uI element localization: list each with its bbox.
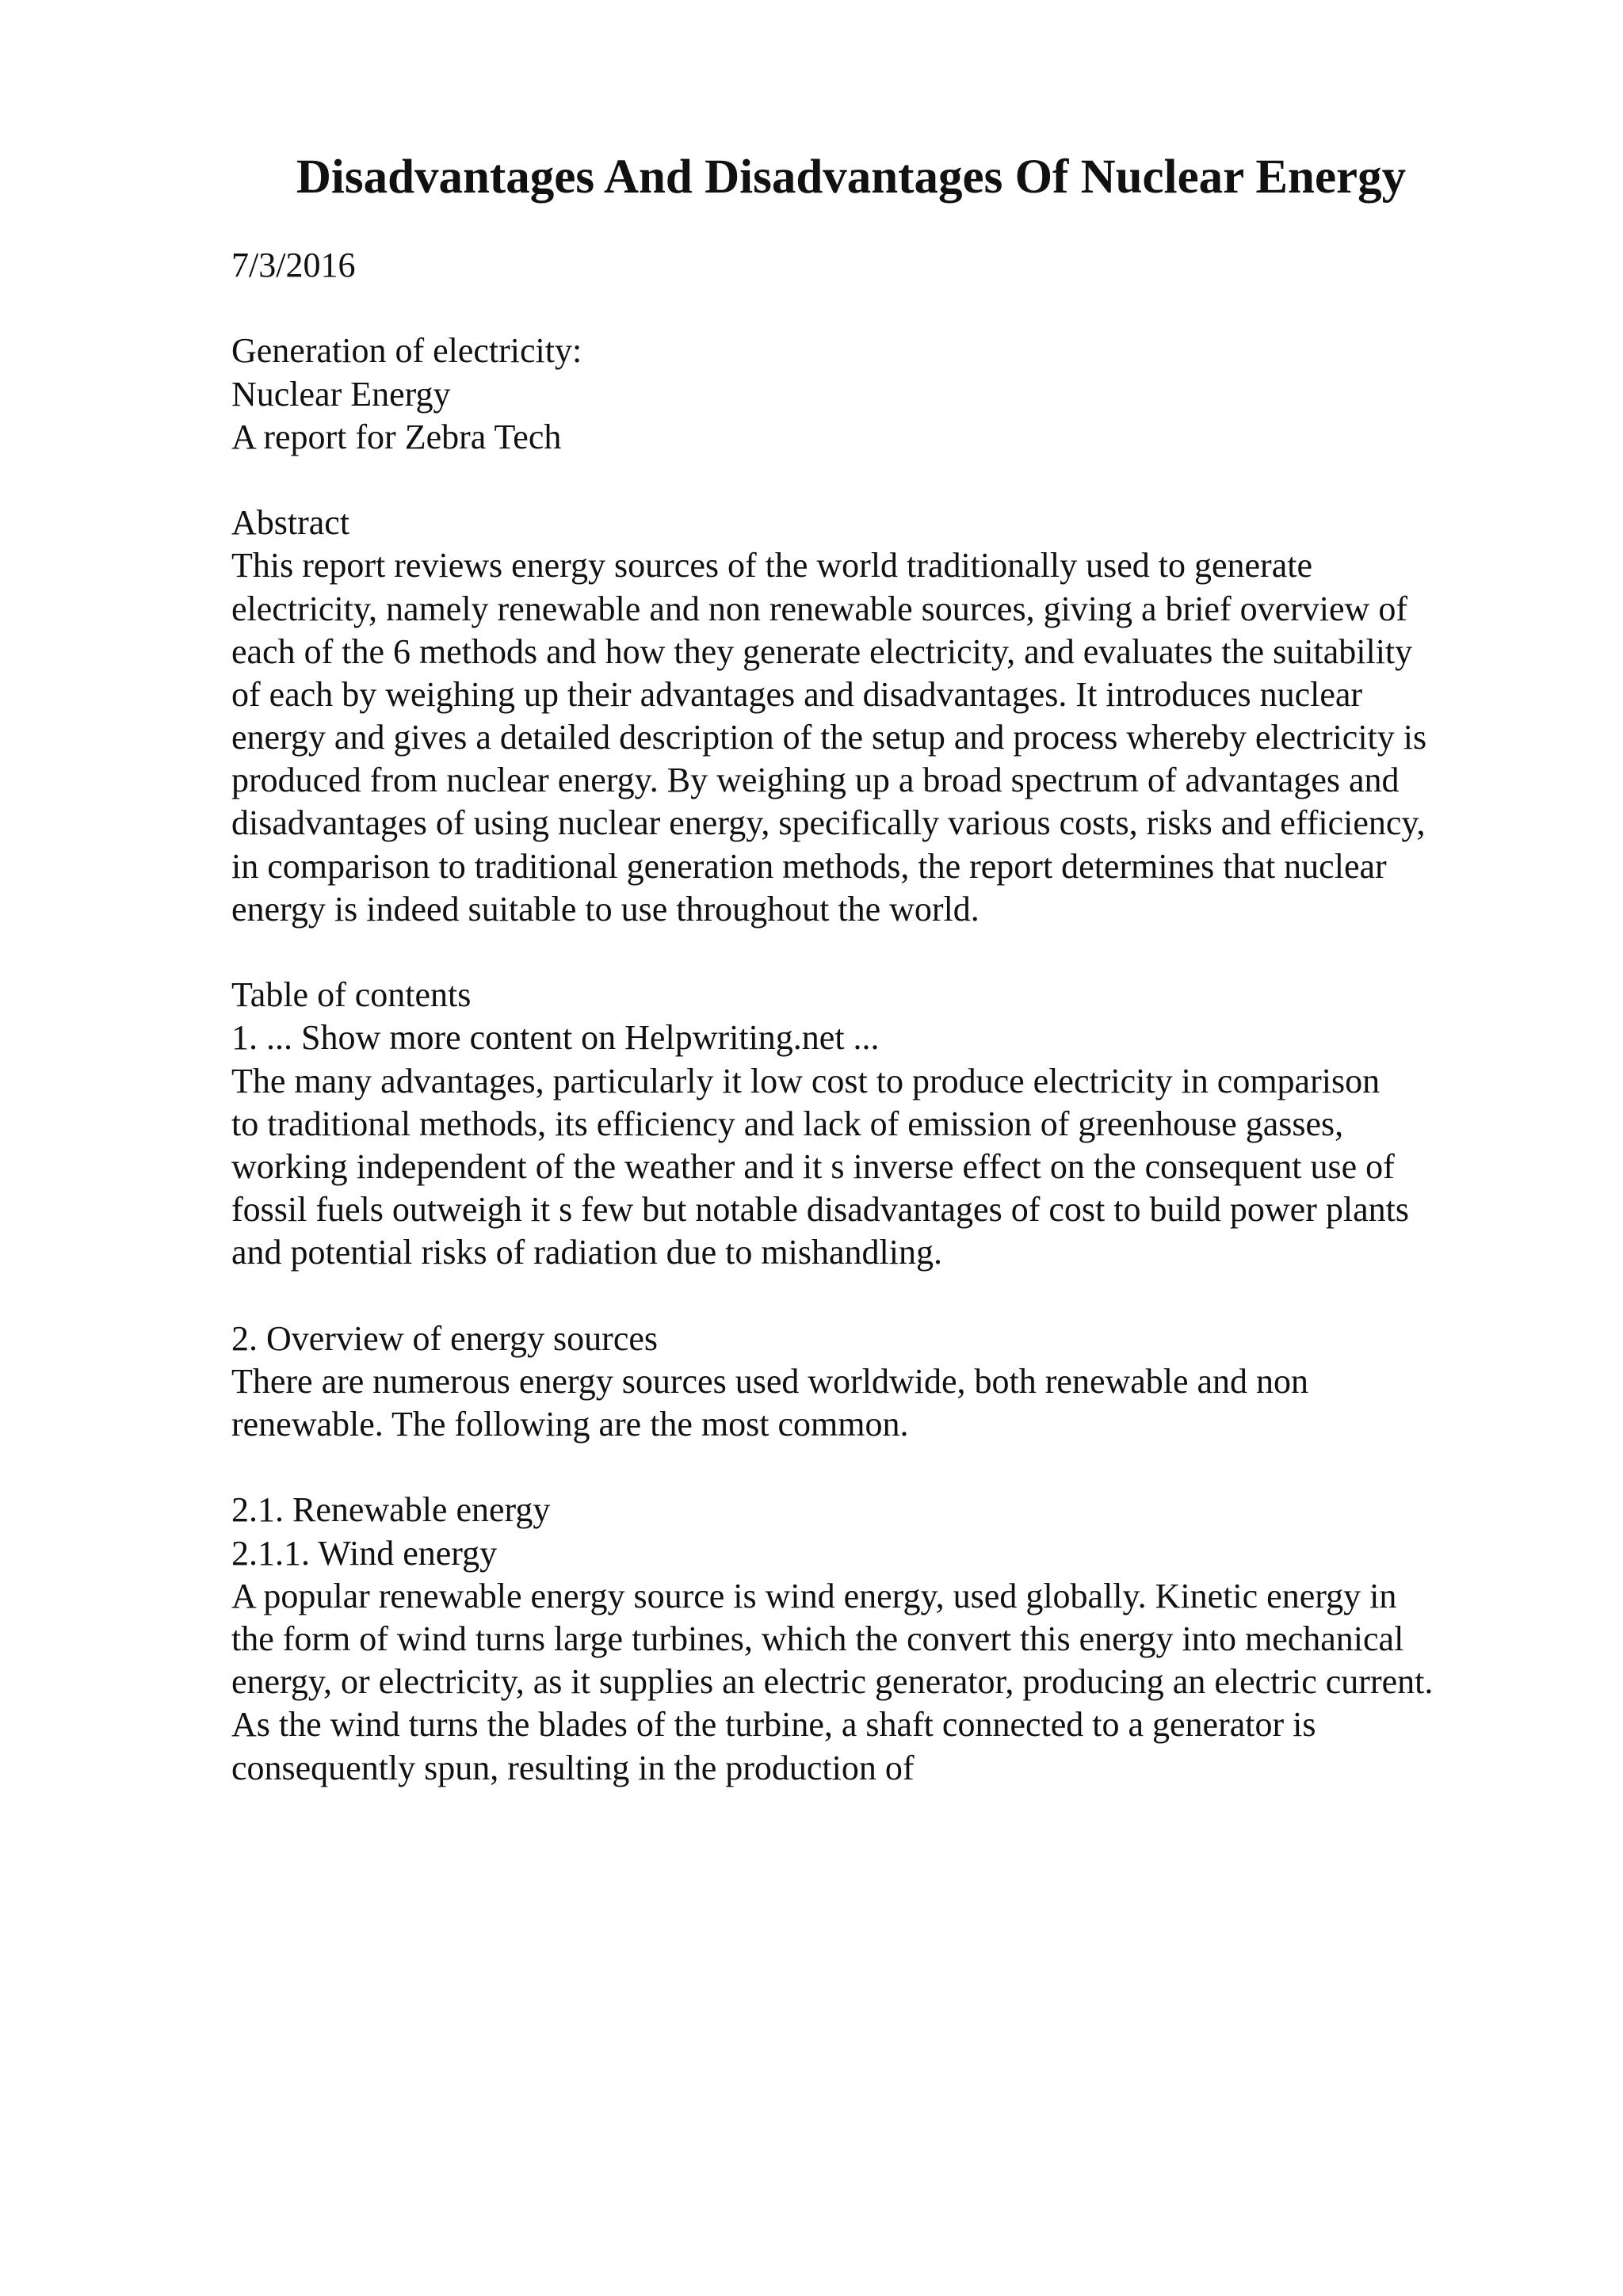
abstract-heading: Abstract: [231, 503, 350, 543]
header-line: Nuclear Energy: [231, 374, 451, 414]
abstract-line: in comparison to traditional generation methods, the report determines that nuclear: [231, 846, 1387, 886]
overview-line: There are numerous energy sources used worldwide, both renewable and non: [231, 1361, 1309, 1401]
abstract-line: energy is indeed suitable to use throughout the world.: [231, 889, 980, 929]
abstract-line: produced from nuclear energy. By weighing up a broad spectrum of advantages and: [231, 761, 1400, 800]
abstract-line: This report reviews energy sources of the world traditionally used to generate: [231, 546, 1312, 585]
toc-line: working independent of the weather and it s inverse effect on the consequent use of: [231, 1146, 1395, 1186]
renewable-line: energy, or electricity, as it supplies an electric generator, producing an electric current.: [231, 1662, 1434, 1702]
renewable-heading: 2.1. Renewable energy: [231, 1490, 551, 1530]
abstract-line: disadvantages of using nuclear energy, specifically various costs, risks and efficiency,: [231, 803, 1426, 843]
overview-section: [231, 1318, 1547, 1447]
document-body: [231, 244, 1547, 1790]
toc-line: fossil fuels outweigh it s few but notable disadvantages of cost to build power plants: [231, 1190, 1409, 1230]
renewable-line: A popular renewable energy source is wind energy, used globally. Kinetic energy in: [231, 1576, 1397, 1615]
abstract-line: energy and gives a detailed description of the setup and process whereby electricity is: [231, 718, 1427, 757]
overview-line: renewable. The following are the most common.: [231, 1405, 909, 1444]
toc-section: [231, 974, 1547, 1274]
overview-heading: 2. Overview of energy sources: [231, 1318, 659, 1358]
toc-line: to traditional methods, its efficiency and lack of emission of greenhouse gasses,: [231, 1104, 1344, 1143]
spacer: [231, 459, 1547, 502]
abstract-section: [231, 502, 1547, 931]
spacer: [231, 287, 1547, 330]
renewable-line: the form of wind turns large turbines, which the convert this energy into mechanical: [231, 1619, 1404, 1658]
header-line: A report for Zebra Tech: [231, 417, 562, 456]
abstract-line: electricity, namely renewable and non renewable sources, giving a brief overview of: [231, 589, 1407, 628]
show-more-link[interactable]: 1. ... Show more content on Helpwriting.net ...: [231, 1018, 880, 1058]
spacer: [231, 1446, 1547, 1489]
renewable-section: [231, 1489, 1547, 1789]
abstract-line: each of the 6 methods and how they generate electricity, and evaluates the suitability: [231, 631, 1413, 671]
document-date: 7/3/2016: [231, 246, 356, 284]
toc-line: and potential risks of radiation due to mishandling.: [231, 1233, 942, 1272]
abstract-line: of each by weighing up their advantages and disadvantages. It introduces nuclear: [231, 674, 1363, 714]
toc-heading: Table of contents: [231, 975, 472, 1015]
header-line: Generation of electricity:: [231, 331, 582, 371]
renewable-line: As the wind turns the blades of the turbine, a shaft connected to a generator is: [231, 1705, 1316, 1745]
document-title: Disadvantages And Disadvantages Of Nuclear Energy: [296, 151, 1407, 204]
wind-energy-subheading: 2.1.1. Wind energy: [231, 1533, 498, 1573]
renewable-line: consequently spun, resulting in the production of: [231, 1748, 915, 1787]
report-header: [231, 330, 1547, 459]
toc-line: The many advantages, particularly it low cost to produce electricity in comparison: [231, 1061, 1381, 1100]
spacer: [231, 931, 1547, 974]
spacer: [231, 1275, 1547, 1318]
